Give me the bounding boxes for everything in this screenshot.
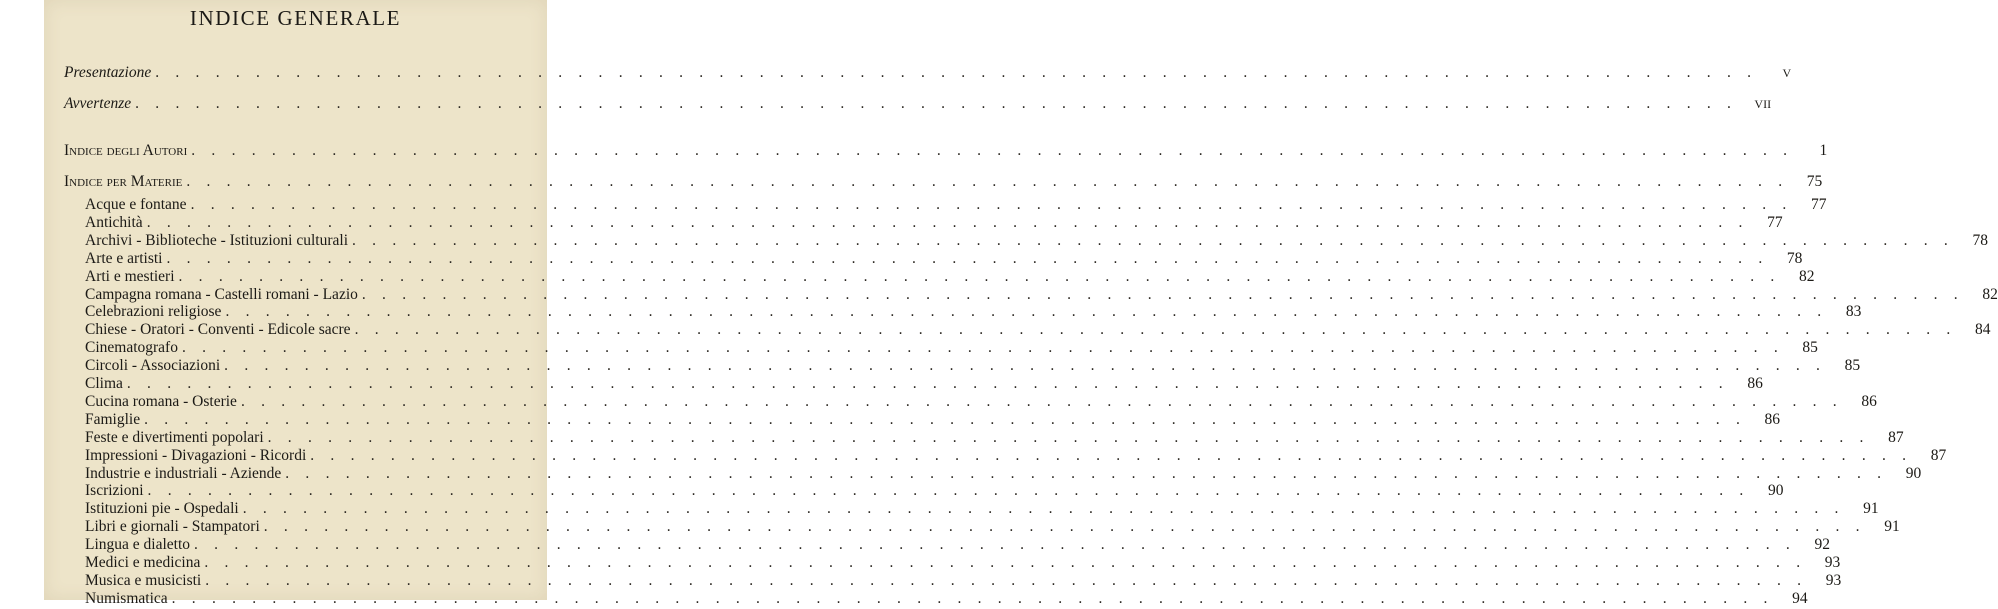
toc-section-label: Indice degli Autori <box>64 142 188 159</box>
toc-entry-label: Avvertenze <box>64 95 132 112</box>
dot-leader: . . . . . . . . . . . . . . . . . . . . . . . . . . . . . . . . . . . . . . . . . . . . . . . . . . . . . . . . . . . . . . . . . . . . . . . . . . . . . . . . <box>224 357 1827 375</box>
toc-entry-page: 84 <box>1975 321 1991 339</box>
toc-entry-page: 85 <box>1844 357 1861 375</box>
toc-entry-label: Famiglie <box>85 410 141 428</box>
toc-entry-page: 91 <box>1884 518 1900 536</box>
dot-leader: . . . . . . . . . . . . . . . . . . . . . . . . . . . . . . . . . . . . . . . . . . . . . . . . . . . . . . . . . . . . . . . . . . . . . . . . . . . . . . . . <box>147 482 1750 500</box>
toc-entry-page: 82 <box>1982 285 1998 303</box>
dot-leader: . . . . . . . . . . . . . . . . . . . . . . . . . . . . . . . . . . . . . . . . . . . . . . . . . . . . . . . . . . . . . . . . . . . . . . . . . . . . . . . . <box>166 249 1769 267</box>
toc-entry-page: 86 <box>1764 410 1781 428</box>
toc-entry-page: 77 <box>1811 196 1827 213</box>
page-title: INDICE GENERALE <box>189 6 402 30</box>
toc-entry-label: Arti e mestieri <box>85 267 175 285</box>
dot-leader: . . . . . . . . . . . . . . . . . . . . . . . . . . . . . . . . . . . . . . . . . . . . . . . . . . . . . . . . . . . . . . . . . . . . . . . . . . . . . . . . <box>263 518 1866 536</box>
dot-leader: . . . . . . . . . . . . . . . . . . . . . . . . . . . . . . . . . . . . . . . . . . . . . . . . . . . . . . . . . . . . . . . . . . . . . . . . . . . . . . . . <box>352 231 1954 249</box>
toc-entry-label: Numismatica <box>85 589 168 607</box>
dot-leader: . . . . . . . . . . . . . . . . . . . . . . . . . . . . . . . . . . . . . . . . . . . . . . . . . . . . . . . . . . . . . . . . . . . . . . . . . . . . . . . . <box>205 571 1808 589</box>
toc-entry-label: Clima <box>85 375 123 392</box>
book-page <box>44 0 1998 607</box>
toc-entry-avvertenze <box>64 94 1772 114</box>
dot-leader: . . . . . . . . . . . . . . . . . . . . . . . . . . . . . . . . . . . . . . . . . . . . . . . . . . . . . . . . . . . . . . . . . . . . . . . . . . . . . . . . <box>354 321 1957 339</box>
toc-entry-label: Chiese - Oratori - Conventi - Edicole sacre <box>85 321 351 339</box>
toc-entry-page: 94 <box>1792 589 1808 607</box>
toc-entry-label: Cucina romana - Osterie <box>85 392 237 410</box>
dot-leader: . . . . . . . . . . . . . . . . . . . . . . . . . . . . . . . . . . . . . . . . . . . . . . . . . . . . . . . . . . . . . . . . . . . . . . . . . . . . . . . . <box>144 410 1747 428</box>
dot-leader: . . . . . . . . . . . . . . . . . . . . . . . . . . . . . . . . . . . . . . . . . . . . . . . . . . . . . . . . . . . . . . . . . . . . . . . . . . . . . . . . <box>191 142 1794 159</box>
toc-entry-label: Impressioni - Divagazioni - Ricordi <box>85 446 307 464</box>
toc-entry-label: Arte e artisti <box>85 249 163 267</box>
toc-entry-page: VII <box>1754 97 1772 111</box>
dot-leader: . . . . . . . . . . . . . . . . . . . . . . . . . . . . . . . . . . . . . . . . . . . . . . . . . . . . . . . . . . . . . . . . . . . . . . . . . . . . . . . . <box>204 554 1807 571</box>
toc-entry-page: 91 <box>1863 500 1879 518</box>
dot-leader: . . . . . . . . . . . . . . . . . . . . . . . . . . . . . . . . . . . . . . . . . . . . . . . . . . . . . . . . . . . . . . . . . . . . . . . . . . . . . . . . <box>225 303 1828 321</box>
toc-entry-label: Celebrazioni religiose <box>85 303 222 321</box>
toc-entry-label: Feste e divertimenti popolari <box>85 428 264 446</box>
toc-entry-label: Iscrizioni <box>85 482 144 500</box>
toc-entry-label: Antichità <box>85 213 143 231</box>
toc-entry-page: 77 <box>1767 213 1783 231</box>
dot-leader: . . . . . . . . . . . . . . . . . . . . . . . . . . . . . . . . . . . . . . . . . . . . . . . . . . . . . . . . . . . . . . . . . . . . . . . . . . . . . . . . <box>135 95 1738 112</box>
toc-entry-page: 93 <box>1825 571 1842 589</box>
toc-entry-page: 93 <box>1824 554 1841 571</box>
dot-leader: . . . . . . . . . . . . . . . . . . . . . . . . . . . . . . . . . . . . . . . . . . . . . . . . . . . . . . . . . . . . . . . . . . . . . . . . . . . . . . . . <box>285 464 1888 482</box>
toc-section-page: 75 <box>1806 173 1823 190</box>
toc-entry-label: Campagna romana - Castelli romani - Lazio <box>85 285 358 303</box>
toc-entry-page: 78 <box>1972 231 1988 249</box>
dot-leader: . . . . . . . . . . . . . . . . . . . . . . . . . . . . . . . . . . . . . . . . . . . . . . . . . . . . . . . . . . . . . . . . . . . . . . . . . . . . . . . . <box>267 428 1870 446</box>
toc-section-page: 1 <box>1819 142 1828 159</box>
toc-entry-label: Acque e fontane <box>85 196 187 213</box>
toc-section-indice-autori <box>64 141 1828 161</box>
toc-entry-page: 87 <box>1888 428 1904 446</box>
toc-entry-label: Circoli - Associazioni <box>85 357 221 375</box>
dot-leader: . . . . . . . . . . . . . . . . . . . . . . . . . . . . . . . . . . . . . . . . . . . . . . . . . . . . . . . . . . . . . . . . . . . . . . . . . . . . . . . . <box>181 339 1784 357</box>
dot-leader: . . . . . . . . . . . . . . . . . . . . . . . . . . . . . . . . . . . . . . . . . . . . . . . . . . . . . . . . . . . . . . . . . . . . . . . . . . . . . . . . <box>361 285 1964 303</box>
toc-entry-page: 82 <box>1798 267 1815 285</box>
toc-entry-page: 83 <box>1845 303 1862 321</box>
toc-entry-label: Archivi - Biblioteche - Istituzioni culturali <box>85 231 349 249</box>
toc-entry-page: 87 <box>1930 446 1947 464</box>
toc-entry-label: Lingua e dialetto <box>85 536 191 554</box>
toc-section-label: Indice per Materie <box>64 173 183 190</box>
toc-entry-page: 85 <box>1802 339 1818 357</box>
dot-leader: . . . . . . . . . . . . . . . . . . . . . . . . . . . . . . . . . . . . . . . . . . . . . . . . . . . . . . . . . . . . . . . . . . . . . . . . . . . . . . . . <box>242 500 1845 518</box>
dot-leader: . . . . . . . . . . . . . . . . . . . . . . . . . . . . . . . . . . . . . . . . . . . . . . . . . . . . . . . . . . . . . . . . . . . . . . . . . . . . . . . . <box>190 196 1793 213</box>
dot-leader: . . . . . . . . . . . . . . . . . . . . . . . . . . . . . . . . . . . . . . . . . . . . . . . . . . . . . . . . . . . . . . . . . . . . . . . . . . . . . . . . <box>146 213 1749 231</box>
toc-entry-label: Libri e giornali - Stampatori <box>85 518 260 536</box>
dot-leader: . . . . . . . . . . . . . . . . . . . . . . . . . . . . . . . . . . . . . . . . . . . . . . . . . . . . . . . . . . . . . . . . . . . . . . . . . . . . . . . . <box>310 446 1913 464</box>
toc-entry-label: Cinematografo <box>85 339 178 357</box>
dot-leader: . . . . . . . . . . . . . . . . . . . . . . . . . . . . . . . . . . . . . . . . . . . . . . . . . . . . . . . . . . . . . . . . . . . . . . . . . . . . . . . . <box>240 392 1843 410</box>
toc-entry-page: 86 <box>1861 392 1877 410</box>
dot-leader: . . . . . . . . . . . . . . . . . . . . . . . . . . . . . . . . . . . . . . . . . . . . . . . . . . . . . . . . . . . . . . . . . . . . . . . . . . . . . . . . <box>186 173 1789 190</box>
toc-entry-label: Industrie e industriali - Aziende <box>85 464 282 482</box>
toc-entry-page: 86 <box>1747 375 1763 392</box>
dot-leader: . . . . . . . . . . . . . . . . . . . . . . . . . . . . . . . . . . . . . . . . . . . . . . . . . . . . . . . . . . . . . . . . . . . . . . . . . . . . . . . . <box>171 589 1774 607</box>
toc-entry-page: 78 <box>1786 249 1803 267</box>
toc-entry-page: 92 <box>1814 536 1830 554</box>
toc-entry-presentazione <box>64 63 1792 83</box>
dot-leader: . . . . . . . . . . . . . . . . . . . . . . . . . . . . . . . . . . . . . . . . . . . . . . . . . . . . . . . . . . . . . . . . . . . . . . . . . . . . . . . . <box>178 267 1781 285</box>
toc-entry-label: Medici e medicina <box>85 554 201 571</box>
toc-entry <box>85 589 1808 609</box>
toc-entry-label: Presentazione <box>64 64 152 81</box>
toc-entry-label: Musica e musicisti <box>85 571 202 589</box>
dot-leader: . . . . . . . . . . . . . . . . . . . . . . . . . . . . . . . . . . . . . . . . . . . . . . . . . . . . . . . . . . . . . . . . . . . . . . . . . . . . . . . . <box>126 375 1729 392</box>
toc-entry-page: 90 <box>1767 482 1784 500</box>
dot-leader: . . . . . . . . . . . . . . . . . . . . . . . . . . . . . . . . . . . . . . . . . . . . . . . . . . . . . . . . . . . . . . . . . . . . . . . . . . . . . . . . <box>194 536 1796 554</box>
toc-section-indice-materie <box>64 172 1823 192</box>
dot-leader: . . . . . . . . . . . . . . . . . . . . . . . . . . . . . . . . . . . . . . . . . . . . . . . . . . . . . . . . . . . . . . . . . . . . . . . . . . . . . . . . <box>155 64 1758 81</box>
toc-entry-page: V <box>1782 66 1792 80</box>
toc-entry-page: 90 <box>1905 464 1922 482</box>
toc-entry-label: Istituzioni pie - Ospedali <box>85 500 239 518</box>
